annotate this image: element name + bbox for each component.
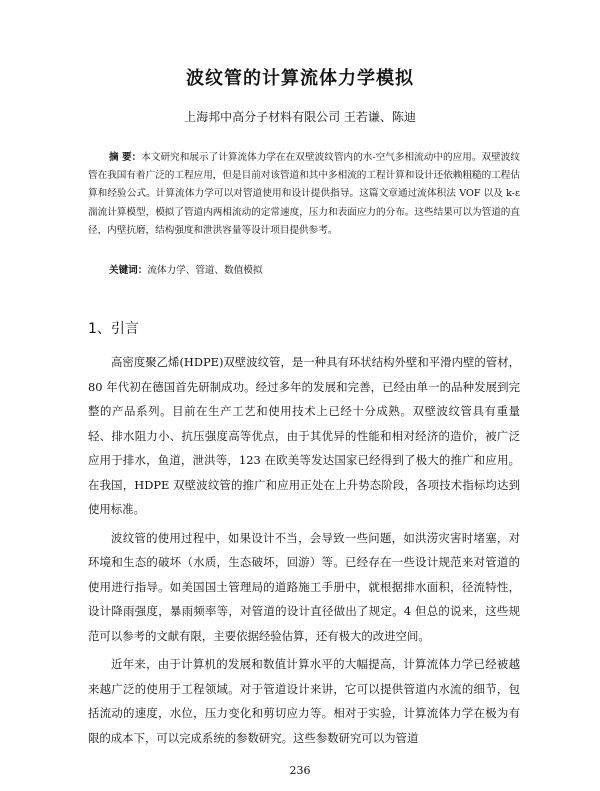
paper-authors: 上海邦中高分子材料有限公司 王若谦、陈迪 <box>184 110 416 124</box>
abstract-label: 摘 要： <box>109 152 142 163</box>
keywords-label: 关键词： <box>109 265 148 276</box>
keywords-text: 流体力学、管道、数值模拟 <box>147 265 263 276</box>
keywords-block <box>109 262 529 276</box>
body-paragraph: 波纹管的使用过程中，如果设计不当，会导致一些问题，如洪涝灾害时堵塞，对环境和生态的破坏（水质，生态破坏，回游）等。已经存在一些设计规范来对管道的使用进行指导。如美国国土管理局的道路施工手册中，就根据排水面积，径流特性，设计降雨强度，暴雨频率等，对管道的设计直径做出了规定。4 但总的说来，这些规范可以参考的文献有限，主要依据经验估算，还有极大的改进空间。 <box>88 530 520 643</box>
abstract-block <box>88 149 520 240</box>
page-number: 236 <box>289 764 311 777</box>
body-paragraph: 高密度聚乙烯(HDPE)双壁波纹管，是一种具有环状结构外壁和平滑内壁的管材，80 年代初在德国首先研制成功。经过多年的发展和完善，已经由单一的品种发展到完整的产品系列。目前在生产工艺和使用技术上已经十分成熟。双壁波纹管具有重量轻、排水阻力小、抗压强度高等优点，由于其优异的性能和相对经济的造价，被广泛应用于排水，鱼道，泄洪等，123 在欧美等发达国家已经得到了极大的推广和应用。在我国，HDPE 双壁波纹管的推广和应用正处在上升势态阶段，各项技术指标均达到使用标准。 <box>88 355 520 516</box>
paper-title: 波纹管的计算流体力学模拟 <box>186 68 414 89</box>
abstract-text: 本文研究和展示了计算流体力学在在双壁波纹管内的水-空气多相流动中的应用。双壁波纹管在我国有着广泛的工程应用，但是目前对该管道和其中多相流的工程计算和设计还依赖粗糙的工程估算和经验公式。计算流体力学可以对管道使用和设计提供指导。这篇文章通过流体积法 VOF 以及 k-ε湍流计算模型，模拟了管道内两相流动的定常速度，压力和表面应力的分布。这些结果可以为管道的直径，内壁抗磨，结构强度和泄洪容量等设计项目提供参考。 <box>88 152 520 236</box>
body-text <box>88 350 520 750</box>
body-paragraph: 近年来，由于计算机的发展和数值计算水平的大幅提高，计算流体力学已经被越来越广泛的使用于工程领域。对于管道设计来讲，它可以提供管道内水流的细节，包括流动的速度，水位，压力变化和剪切应力等。相对于实验，计算流体力学在极为有限的成本下，可以完成系统的参数研究。这些参数研究可以为管道 <box>88 657 520 745</box>
section-heading-introduction: 1、引言 <box>88 321 139 337</box>
